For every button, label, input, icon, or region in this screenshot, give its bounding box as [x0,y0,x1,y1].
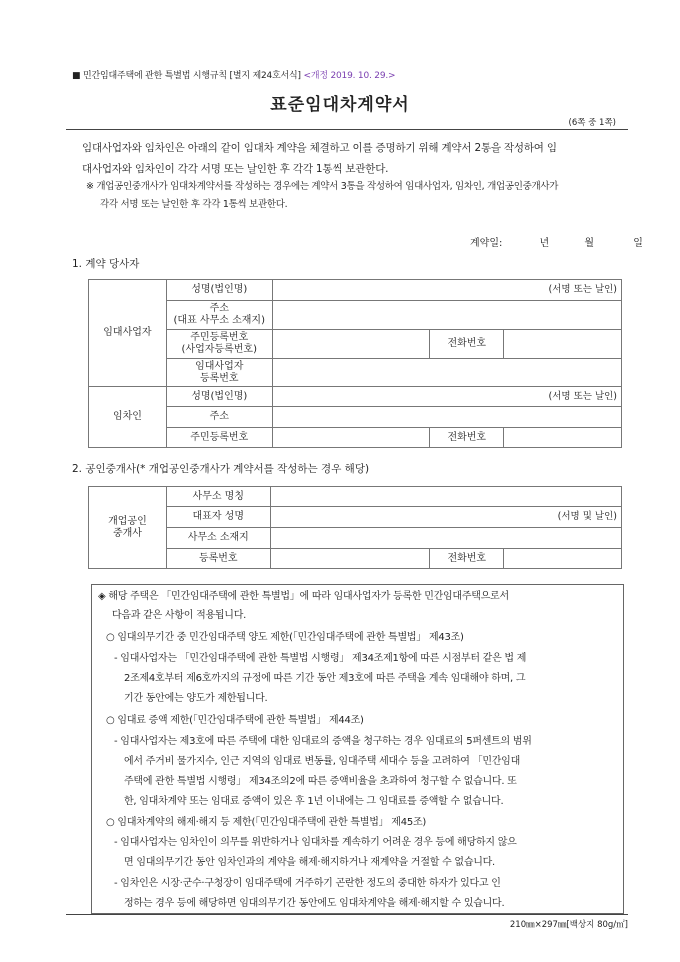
header-law-ref: 민간임대주택에 관한 특별법 시행규칙 [별지 제24호서식] [82,71,301,81]
lessor-phone-field[interactable] [504,330,622,359]
office-address-field[interactable] [270,528,621,549]
lessee-name-label: 성명(법인명) [166,387,272,407]
office-address-label: 사무소 소재지 [166,528,270,549]
agent-label: 개업공인 중개사 [89,487,167,569]
lessee-address-field[interactable] [272,407,621,428]
notice-line-16: 정하는 경우 등에 해당하면 임대의무기간 동안에도 임대차계약을 해제·해지할 수 있습니다. [124,898,505,909]
notice-line-4: - 임대사업자는 「민간임대주택에 관한 특별법 시행령」 제34조제1항에 따른 시점부터 같은 법 제 [114,653,527,664]
lessor-reg-label: 주민등록번호 (사업자등록번호) [166,330,272,359]
bottom-rule [66,914,628,915]
intro-note-2: 각각 서명 또는 날인한 후 각각 1통씩 보관한다. [100,199,288,210]
lessee-label: 임차인 [89,387,167,448]
section1-title: 1. 계약 당사자 [72,258,140,270]
agent-reg-field[interactable] [270,549,430,569]
agent-reg-label: 등록번호 [166,549,270,569]
lessor-business-reg-label: 임대사업자 등록번호 [166,359,272,387]
notice-line-8: - 임대사업자는 제3호에 따른 주택에 대한 임대료의 증액을 청구하는 경우 임대료의 5퍼센트의 범위 [114,736,532,747]
notice-line-9: 에서 주거비 물가지수, 인근 지역의 임대료 변동률, 임대주택 세대수 등을 고려하여 「민간임대 [124,756,520,767]
notice-line-7: ○ 임대료 증액 제한(「민간임대주택에 관한 특별법」 제44조) [106,715,364,726]
top-rule [66,129,628,130]
contract-date-day: 일 [633,238,643,249]
page-info: (6쪽 중 1쪽) [568,118,616,128]
notice-line-6: 기간 동안에는 양도가 제한됩니다. [124,693,268,704]
notice-line-12: ○ 임대차계약의 해제·해지 등 제한(「민간임대주택에 관한 특별법」 제45조) [106,817,427,828]
notice-box [91,584,624,914]
notice-line-1: ◈ 해당 주택은 「민간임대주택에 관한 특별법」에 따라 임대사업자가 등록한 민간임대주택으로서 [98,591,509,602]
lessor-address-label: 주소 (대표 사무소 소재지) [166,301,272,330]
agent-phone-field[interactable] [504,549,622,569]
parties-table [88,279,622,448]
document-title: 표준임대차계약서 [270,95,410,115]
lessee-address-label: 주소 [166,407,272,428]
form-header [72,68,395,81]
agent-phone-label: 전화번호 [430,549,504,569]
header-bullet: ■ [72,71,81,81]
paper-spec: 210㎜×297㎜[백상지 80g/㎡] [509,920,628,930]
notice-line-10: 주택에 관한 특별법 시행령」 제34조의2에 따른 증액비율을 초과하여 청구할 수 없습니다. 또 [124,776,517,787]
notice-line-2: 다음과 같은 사항이 적용됩니다. [112,610,247,621]
lessor-reg-field[interactable] [272,330,430,359]
intro-note-1: ※ 개업공인중개사가 임대차계약서를 작성하는 경우에는 계약서 3통을 작성하여 임대사업자, 임차인, 개업공인중개사가 [86,181,559,192]
section2-title: 2. 공인중개사(* 개업공인중개사가 계약서를 작성하는 경우 해당) [72,463,370,475]
lessee-phone-field[interactable] [504,428,622,448]
rep-name-label: 대표자 성명 [166,507,270,528]
notice-line-13: - 임대사업자는 임차인이 의무를 위반하거나 임대차를 계속하기 어려운 경우 등에 해당하지 않으 [114,837,517,848]
notice-line-14: 면 임대의무기간 동안 임차인과의 계약을 해제·해지하거나 재계약을 거절할 수 없습니다. [124,857,495,868]
lessee-sign-note: (서명 또는 날인) [548,390,617,402]
contract-date-year: 년 [539,238,550,249]
office-name-label: 사무소 명칭 [166,487,270,507]
lessee-phone-label: 전화번호 [430,428,504,448]
lessee-reg-field[interactable] [272,428,430,448]
header-revision: <개정 2019. 10. 29.> [303,71,396,81]
intro-line-2: 대사업자와 임차인이 각각 서명 또는 날인한 후 각각 1통씩 보관한다. [82,163,389,175]
intro-note [86,178,626,214]
lessee-name-field[interactable] [272,387,621,407]
intro-text [82,138,624,180]
lessee-reg-label: 주민등록번호 [166,428,272,448]
notice-line-3: ○ 임대의무기간 중 민간임대주택 양도 제한(「민간임대주택에 관한 특별법」 제43조) [106,632,464,643]
lessor-business-reg-field[interactable] [272,359,621,387]
lessor-name-label: 성명(법인명) [166,280,272,301]
contract-date [470,234,643,249]
office-name-field[interactable] [270,487,621,507]
rep-name-field[interactable] [270,507,621,528]
lessor-phone-label: 전화번호 [430,330,504,359]
notice-line-15: - 임차인은 시장·군수·구청장이 임대주택에 거주하기 곤란한 정도의 중대한 하자가 있다고 인 [114,878,501,889]
agent-sign-note: (서명 및 날인) [557,511,617,522]
agent-table [88,486,622,569]
lessor-sign-note: (서명 또는 날인) [548,284,617,295]
notice-line-5: 2조제4호부터 제6호까지의 규정에 따른 기간 동안 제3호에 따른 주택을 계속 임대해야 하며, 그 [124,673,526,684]
lessor-address-field[interactable] [272,301,621,330]
contract-date-month: 월 [584,238,595,249]
lessor-label: 임대사업자 [89,280,167,387]
contract-date-label: 계약일: [470,238,503,249]
intro-line-1: 임대사업자와 임차인은 아래의 같이 임대차 계약을 체결하고 이를 증명하기 위해 계약서 2통을 작성하여 임 [82,142,557,154]
lessor-name-field[interactable] [272,280,621,301]
notice-line-11: 한, 임대차계약 또는 임대료 증액이 있은 후 1년 이내에는 그 임대료를 증액할 수 없습니다. [124,796,504,807]
